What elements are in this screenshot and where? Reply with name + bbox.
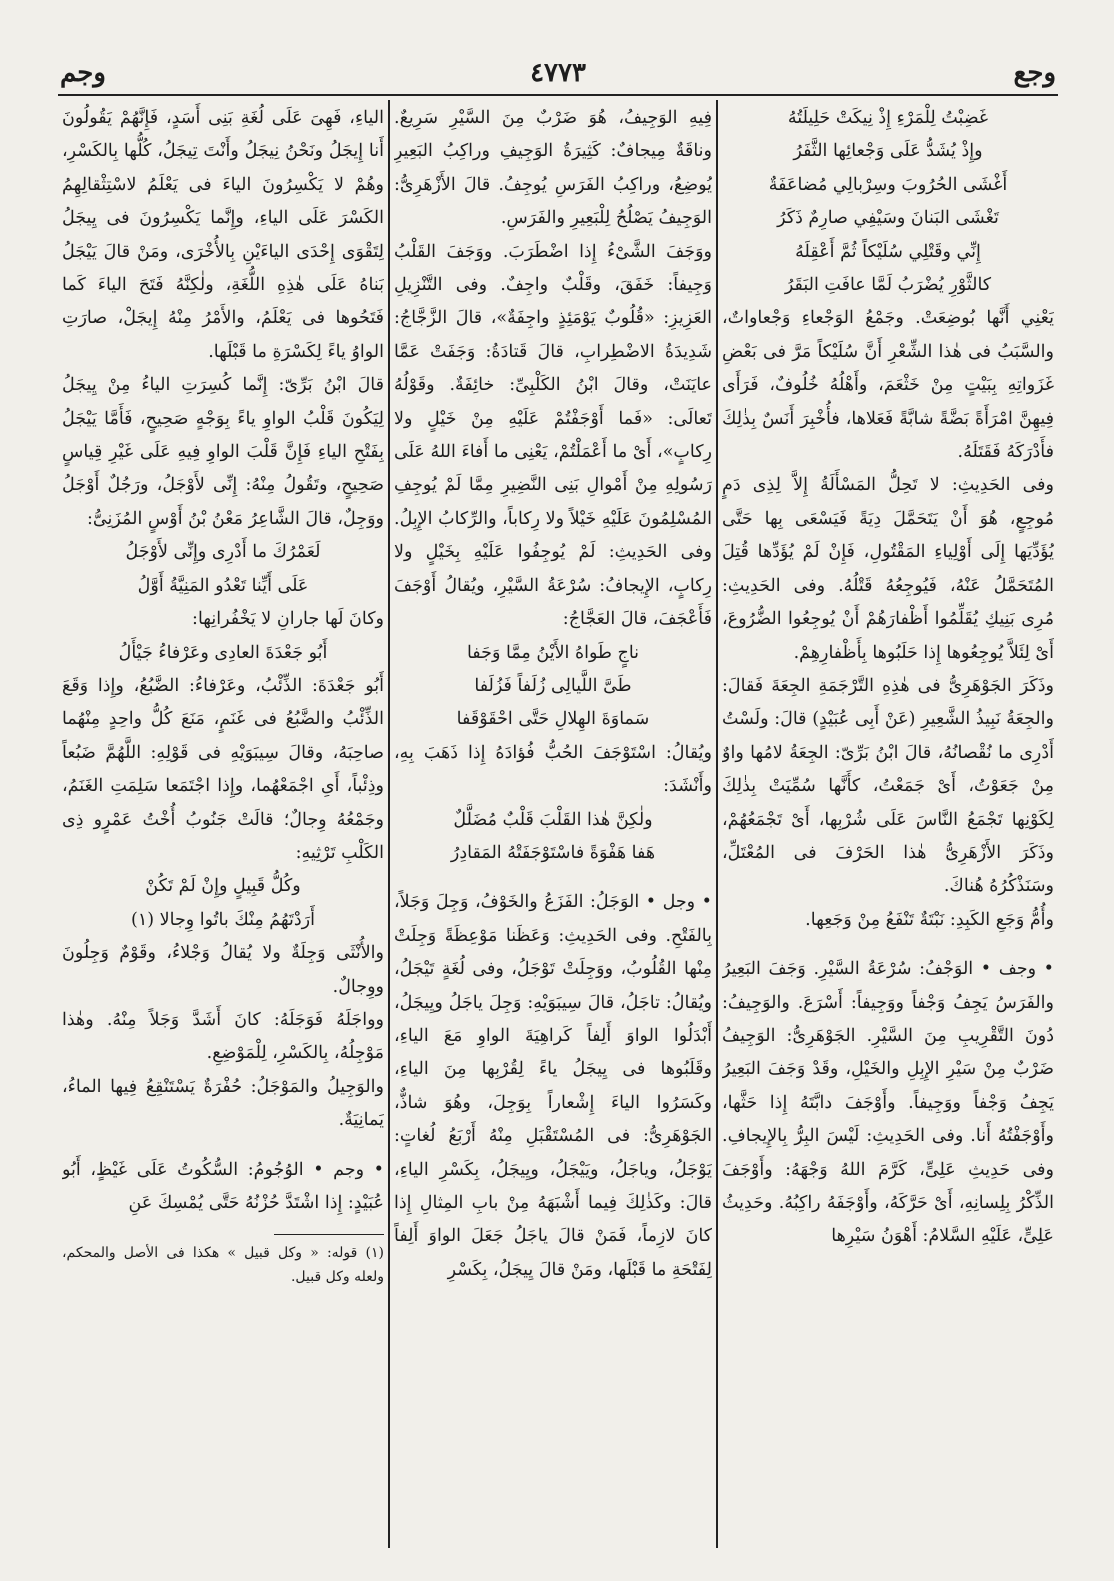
paragraph: قالَ ابْنُ بَرِّىّ: إِنَّما كُسِرَتِ الياءُ مِنْ يِيجَلُ لِيَكُونَ قَلْبُ الواوِ ياءً بِوَجْهٍ صَحِيحٍ، فَأَمَّا يَيْجَلُ بِفَتْحِ الياءِ فَإِنَّ قَلْبَ الواوِ فِيهِ عَلَى غَيْرِ قِياسٍ صَحِيحٍ، وتَقُولُ مِنْهُ: إِنِّى لأَوْجَلُ، ورَجُلٌ أَوْجَلُ ووَجِلٌ، قالَ الشَّاعِرُ مَعْنُ بْنُ أَوْسٍ المُزَنِىُّ: (62, 375, 384, 529)
verse-line: كالثَّوْرِ يُضْرَبُ لَمَّا عافَتِ البَقَرُ (784, 275, 992, 296)
paragraph: ويُقالُ: اسْتَوْجَفَ الحُبُّ فُؤادَهُ إِذا ذَهَبَ بِهِ، وأَنْشَدَ: (394, 742, 712, 797)
verse-line: أَبُو جَعْدَةَ العادِى وعَرْفاءُ جَيْأَلُ (118, 642, 328, 663)
column-middle (394, 102, 712, 1542)
paragraph: يَعْنِي أَنَّها بُوضِعَتْ. وجَمْعُ الوَجْعاءِ وَجْعاواتٌ، والسَّبَبُ فى هٰذا الشِّعْرِ أَنَّ سُلَيْكاً مَرَّ فى بَعْضِ غَزَواتِهِ بِبَيْتٍ مِنْ خَثْعَمَ، وأَهْلُهُ خُلُوفٌ، فَرَأَى فِيهِنَّ امْرَأَةً بَضَّةً شابَّةً فَعَلاها، فأُخْبِرَ أَنَسٌ بِذٰلِكَ فأَدْرَكَهُ فَقَتَلَهُ. (722, 308, 1054, 463)
footnote: (١) قوله: « وكل قبيل » هكذا فى الأصل والمحكم، ولعله وكل قبيل. (62, 1245, 384, 1286)
column-divider (388, 100, 390, 1548)
paragraph: وفى الحَدِيثِ: لا تَحِلُّ المَسْأَلَةُ إِلاَّ لِذِى دَمٍ مُوجِعٍ، هُوَ أَنْ يَتَحَمَّلَ دِيَةً فَيَسْعَى بِها حَتَّى يُؤَدِّيَها إِلَى أَوْلِياءِ المَقْتُولِ، فَإِنْ لَمْ يُؤَدِّها قُتِلَ المُتَحَمَّلُ عَنْهُ، فَيُوجِعُهُ قَتْلُهُ. وفى الحَدِيثِ: مُرِى بَنِيكِ يُقَلِّمُوا أَظْفارَهُمْ أَنْ يُوجِعُوا الضُّرُوعَ، أَىْ لِئَلاَّ يُوجِعُوها إِذا حَلَبُوها بِأَظْفارِهِمْ. (722, 475, 1054, 663)
verse-line: إِنِّي وقَتْلِي سُلَيْكاً ثُمَّ أَعْقِلَهُ (795, 241, 981, 262)
verse-line: وكُلُّ قَبِيلٍ وإِنْ لَمْ تَكُنْ (145, 876, 301, 897)
paragraph: الياءِ، فَهِىَ عَلَى لُغَةِ بَنِى أَسَدٍ، فَإِنَّهُمْ يَقُولُونَ أَنا إِيجَلُ ونَحْنُ نِيجَلُ وأَنْتَ تِيجَلُ، كُلُّها بِالكَسْرِ، وهُمْ لا يَكْسِرُونَ الياءَ فى يَعْلَمُ لاسْتِثْقالِهِمُ الكَسْرَ عَلَى الياءِ، وإِنَّما يَكْسِرُونَ فى يِيجَلُ لِتَقْوَى إِحْدَى الياءَيْنِ بِالأُخْرَى، ومَنْ قالَ يَيْجَلُ بَناهُ عَلَى هٰذِهِ اللُّغَةِ، ولٰكِنَّهُ فَتَحَ الياءَ كَما فَتَحُوها فى يَعْلَمُ، والأَمْرُ مِنْهُ إِيجَلْ، صارَتِ الواوُ ياءً لِكَسْرَةِ ما قَبْلَها. (62, 108, 384, 362)
paragraph: أَبُو جَعْدَةَ: الذِّئْبُ، وعَرْفاءُ: الضَّبُعُ، وإِذا وَقَعَ الذِّئْبُ والضَّبُعُ فى غَنَمٍ، مَنَعَ كُلُّ واحِدٍ مِنْهُما صاحِبَهُ، وقالَ سِيبَوَيْهِ فى قَوْلِهِ: اللَّهُمَّ ضَبُعاً وذِئْباً، أَىِ اجْمَعْهُما، وإِذا اجْتَمَعا سَلِمَتِ الغَنَمُ، وجَمْعُهُ وِجالٌ؛ قالَتْ جَنُوبُ أُخْتُ عَمْرٍو ذِى الكَلْبِ تَرْثِيهِ: (62, 675, 384, 863)
running-head-left: وجم (60, 58, 106, 88)
paragraph: وأُمُّ وَجَعِ الكَبِدِ: نَبْتَةٌ تَنْفَعُ مِنْ وَجَعِها. (805, 909, 1054, 930)
paragraph: فِيهِ الوَجِيفُ، هُوَ ضَرْبٌ مِنَ السَّيْرِ سَرِيعٌ. وناقَةٌ مِيجافٌ: كَثِيرَةُ الوَجِيفِ وراكِبُ البَعِيرِ يُوضِعُ، وراكِبُ الفَرَسِ يُوجِفُ. قالَ الأَزْهَرِىُّ: الوَجِيفُ يَصْلُحُ لِلْبَعِيرِ والفَرَسِ. (394, 108, 712, 229)
column-left (62, 102, 384, 1542)
header-rule (58, 94, 1058, 96)
verse-line: سَماوَةَ الهِلالِ حَتَّى احْقَوْقَفا (456, 709, 650, 730)
verse-line: وإِذْ يُشَدُّ عَلَى وَجْعائِها الثَّفَرُ (793, 141, 983, 162)
page-number: ٤٧٧٣ (530, 58, 586, 88)
paragraph: والأُنْثَى وَجِلَةٌ ولا يُقالُ وَجْلاءُ، وقَوْمٌ وَجِلُونَ ووِجالٌ. (62, 943, 384, 997)
verse-line: ناجٍ طَواهُ الأَيْنُ مِمَّا وَجَفا (466, 642, 640, 663)
verse-line: أَرَدْتَهُمُ مِنْكَ باتُوا وِجالا (١) (131, 909, 315, 930)
entry-wajl: • وجل • الوَجَلُ: الفَزَعُ والخَوْفُ، وَجِلَ وَجَلاً، بِالفَتْحِ. وفى الحَدِيثِ: وَعَظَنا مَوْعِظَةً وَجِلَتْ مِنْها القُلُوبُ، ووَجِلَتْ تَوْجَلُ، وفى لُغَةٍ تَيْجَلُ، ويُقالُ: تاجَلُ، قالَ سِيبَوَيْهِ: وَجِلَ ياجَلُ ويِيجَلُ، أَبْدَلُوا الواوَ أَلِفاً كَراهِيَةَ الواوِ مَعَ الياءِ، وقَلَبُوها فى يِيجَلُ ياءً لِقُرْبِها مِنَ الياءِ، وكَسَرُوا الياءَ إِشْعاراً بِوَجِلَ، وهُوَ شاذٌّ، الجَوْهَرِىُّ: فى المُسْتَقْبَلِ مِنْهُ أَرْبَعُ لُغاتٍ: يَوْجَلُ، وياجَلُ، ويَيْجَلُ، ويِيجَلُ، بِكَسْرِ الياءِ، قالَ: وكَذٰلِكَ فِيما أَشْبَهَهُ مِنْ بابِ المِثالِ إِذا كانَ لازِماً، فَمَنْ قالَ ياجَلُ جَعَلَ الواوَ أَلِفاً لِفَتْحَةِ ما قَبْلَها، ومَنْ قالَ يِيجَلُ، بِكَسْرِ (394, 892, 712, 1280)
verse-line: تَغْشَى البَنانَ وسَيْفِي صارِمٌ ذَكَرُ (777, 208, 999, 229)
verse-line: هَفا هَفْوَةً فاسْتَوْجَفَتْهُ المَقادِرُ (450, 842, 656, 863)
paragraph: وذَكَرَ الجَوْهَرِىُّ فى هٰذِهِ التَّرْجَمَةِ الجِعَةَ فَقالَ: والجِعَةُ نَبِيذُ الشَّعِيرِ (عَنْ أَبِى عُبَيْدٍ) قالَ: ولَسْتُ أَدْرِى ما نُقْصانُهُ، قالَ ابْنُ بَرِّىّ: الجِعَةُ لامُها واوٌ مِنْ جَعَوْتُ، أَىْ جَمَعْتُ، كأَنَّها سُمِّيَتْ بِذٰلِكَ لِكَوْنِها تَجْمَعُ النَّاسَ عَلَى شُرْبِها، أَىْ تَجْمَعُهُمْ، وذَكَرَ الأَزْهَرِىُّ هٰذا الحَرْفَ فى المُعْتَلِّ، وسَنَذْكُرُهُ هُناكَ. (722, 675, 1054, 897)
entry-wajm: • وجم • الوُجُومُ: السُّكُوتُ عَلَى غَيْظٍ، أَبُو عُبَيْدٍ: إِذا اشْتَدَّ حُزْنُهُ حَتَّى يُمْسِكَ عَنِ (62, 1159, 384, 1213)
entry-wajf: • وجف • الوَجْفُ: سُرْعَةُ السَّيْرِ. وَجَفَ البَعِيرُ والفَرَسُ يَجِفُ وَجْفاً ووَجِيفاً: أَسْرَعَ. والوَجِيفُ: دُونَ التَّقْرِيبِ مِنَ السَّيْرِ. الجَوْهَرِىُّ: الوَجِيفُ ضَرْبٌ مِنْ سَيْرِ الإِبِلِ والخَيْلِ، وقَدْ وَجَفَ البَعِيرُ يَجِفُ وَجْفاً ووَجِيفاً. وأَوْجَفَ دابَّتَهُ إِذا حَثَّها، وأَوْجَفْتُهُ أَنا. وفى الحَدِيثِ: لَيْسَ البِرُّ بِالإِيجافِ. وفى حَدِيثِ عَلِىٍّ، كَرَّمَ اللهُ وَجْهَهُ: وأَوْجَفَ الذِّكْرُ بِلِسانِهِ، أَىْ حَرَّكَهُ، وأَوْجَفَهُ راكِبُهُ. وحَدِيثُ عَلِىٍّ، عَلَيْهِ السَّلامُ: أَهْوَنُ سَيْرِها (722, 959, 1054, 1247)
verse-line: غَضِبْتُ لِلْمَرْءِ إِذْ نِيكَتْ حَلِيلَتُهُ (787, 108, 989, 128)
page-header (58, 56, 1058, 96)
paragraph: وكانَ لَها جارانِ لا يَخْفُرانِها: (192, 609, 384, 630)
verse-line: لَعَمْرُكَ ما أَدْرِى وإِنِّى لأَوْجَلُ (125, 542, 321, 563)
column-divider (716, 100, 718, 1548)
verse-line: ولٰكِنَّ هٰذا القَلْبَ قَلْبٌ مُضَلَّلٌ (453, 809, 653, 830)
paragraph: والوَجِيلُ والمَوْجَلُ: حُفْرَةٌ يَسْتَنْقِعُ فِيها الماءُ، يَمانِيَةٌ. (62, 1076, 384, 1131)
paragraph: ووَجَفَ الشَّىْءُ إِذا اضْطَرَبَ. ووَجَفَ القَلْبُ وَجِيفاً: خَفَقَ، وقَلْبٌ واجِفٌ. وفى التَّنْزِيلِ العَزِيزِ: «قُلُوبٌ يَوْمَئِذٍ واجِفَةٌ»، قالَ الزَّجَّاجُ: شَدِيدَةُ الاضْطِرابِ، قالَ قَتادَةُ: وَجَفَتْ عَمَّا عايَنَتْ، وقالَ ابْنُ الكَلْبِىِّ: خائِفَةٌ. وقَوْلُهُ تَعالَى: «فَما أَوْجَفْتُمْ عَلَيْهِ مِنْ خَيْلٍ ولا رِكابٍ»، أَىْ ما أَعْمَلْتُمْ، يَعْنِى ما أَفاءَ اللهُ عَلَى رَسُولِهِ مِنْ أَمْوالِ بَنِى النَّضِيرِ مِمَّا لَمْ يُوجِفِ المُسْلِمُونَ عَلَيْهِ خَيْلاً ولا رِكاباً، والرِّكابُ الإِبِلُ. وفى الحَدِيثِ: لَمْ يُوجِفُوا عَلَيْهِ بِخَيْلٍ ولا رِكابٍ، الإِيجافُ: سُرْعَةُ السَّيْرِ، ويُقالُ أَوْجَفَ فَأَعْجَفَ، قالَ العَجَّاجُ: (394, 241, 712, 630)
running-head-right: وجع (1013, 58, 1056, 88)
verse-line: طَىَّ اللَّيالِى زُلَفاً فَزُلَفا (474, 675, 632, 696)
verse-line: أَغْشَى الحُرُوبَ وسِرْبالِي مُضاعَفَةٌ (768, 174, 1008, 195)
paragraph: وواجَلَهُ فَوَجَلَهُ: كانَ أَشَدَّ وَجَلاً مِنْهُ. وهٰذا مَوْجِلُهُ، بِالكَسْرِ، لِلْمَوْضِعِ. (62, 1009, 384, 1064)
column-right (722, 102, 1054, 1542)
footnote-rule (274, 1234, 384, 1235)
verse-line: عَلَى أَيِّنا تَعْدُو المَنِيَّةُ أَوَّلُ (137, 575, 309, 596)
